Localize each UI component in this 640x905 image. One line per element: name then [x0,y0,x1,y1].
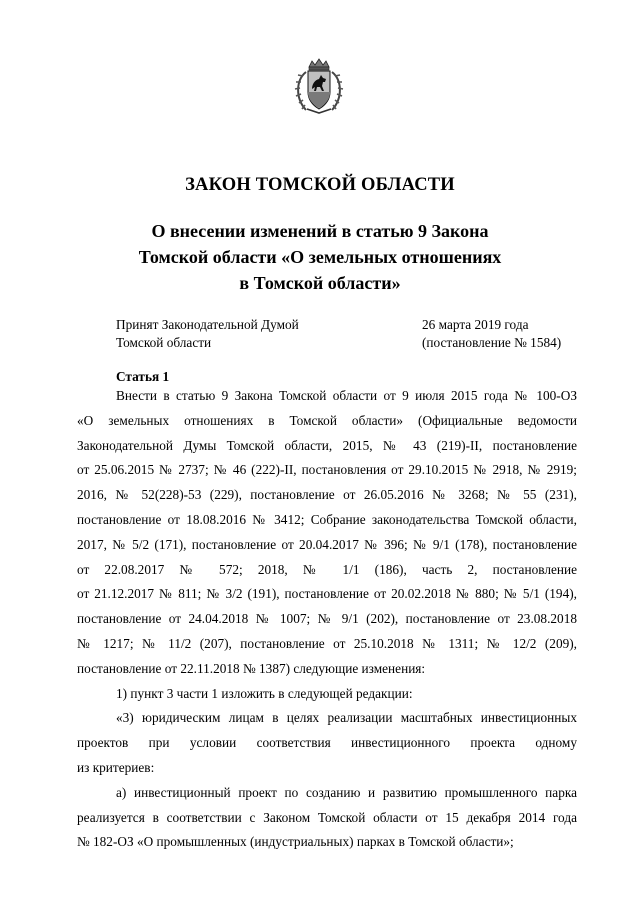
subtitle-line: О внесении изменений в статью 9 Закона [151,221,489,241]
body-line: из критериев: [77,759,155,775]
body-line: Внести в статью 9 Закона Томской области от 9 июля 2015 года № 100-ОЗ [116,388,577,403]
body-line: «О земельных отношениях в Томской области» (Официальные ведомости [77,412,577,428]
adoption-date: 26 марта 2019 года [422,317,529,332]
body-line: а) инвестиционный проект по созданию и развитию промышленного парка [116,784,577,800]
adoption-details [422,316,561,352]
adopted-by-line: Принят Законодательной Думой [116,317,299,332]
body-line: проектов при условии соответствия инвестиционного проекта одному [77,735,577,751]
body-line: «3) юридическим лицам в целях реализации масштабных инвестиционных [116,710,577,726]
body-line: Законодательной Думы Томской области, 2015, № 43 (219)-II, постановление [77,437,577,453]
body-line: от 25.06.2015 № 2737; № 46 (222)-II, постановления от 29.10.2015 № 2918, № 2919; [77,462,577,478]
adopted-by [116,316,299,352]
body-line: от 21.12.2017 № 811; № 3/2 (191), постановление от 20.02.2018 № 880; № 5/1 (194), [77,586,577,602]
subtitle-line: в Томской области» [239,273,401,293]
body-line: реализуется в соответствии с Законом Томской области от 15 декабря 2014 года [77,809,577,825]
body-line: 2017, № 5/2 (171), постановление от 20.04.2017 № 396; № 9/1 (178), постановление [77,536,577,552]
article-body [77,384,577,855]
coat-of-arms-icon [293,58,345,116]
adopted-by-line: Томской области [116,335,212,350]
body-line: 1) пункт 3 части 1 изложить в следующей редакции: [116,685,413,701]
body-line: 2016, № 52(228)-53 (229), постановление от 26.05.2016 № 3268; № 55 (231), [77,487,577,503]
document-subtitle [0,218,640,296]
body-line: постановление от 24.04.2018 № 1007; № 9/1 (202), постановление от 23.08.2018 [77,611,577,627]
body-line: № 1217; № 11/2 (207), постановление от 25.10.2018 № 1311; № 12/2 (209), [77,635,577,651]
body-line: от 22.08.2017 № 572; 2018, № 1/1 (186), часть 2, постановление [77,561,577,577]
body-line: № 182-ОЗ «О промышленных (индустриальных) парках в Томской области»; [77,834,514,850]
resolution-number: (постановление № 1584) [422,335,562,350]
article-heading: Статья 1 [116,369,170,384]
subtitle-line: Томской области «О земельных отношениях [138,247,502,267]
body-line: постановление от 22.11.2018 № 1387) следующие изменения: [77,660,426,676]
document-title: ЗАКОН ТОМСКОЙ ОБЛАСТИ [185,175,455,195]
body-line: постановление от 18.08.2016 № 3412; Собрание законодательства Томской области, [77,511,577,527]
